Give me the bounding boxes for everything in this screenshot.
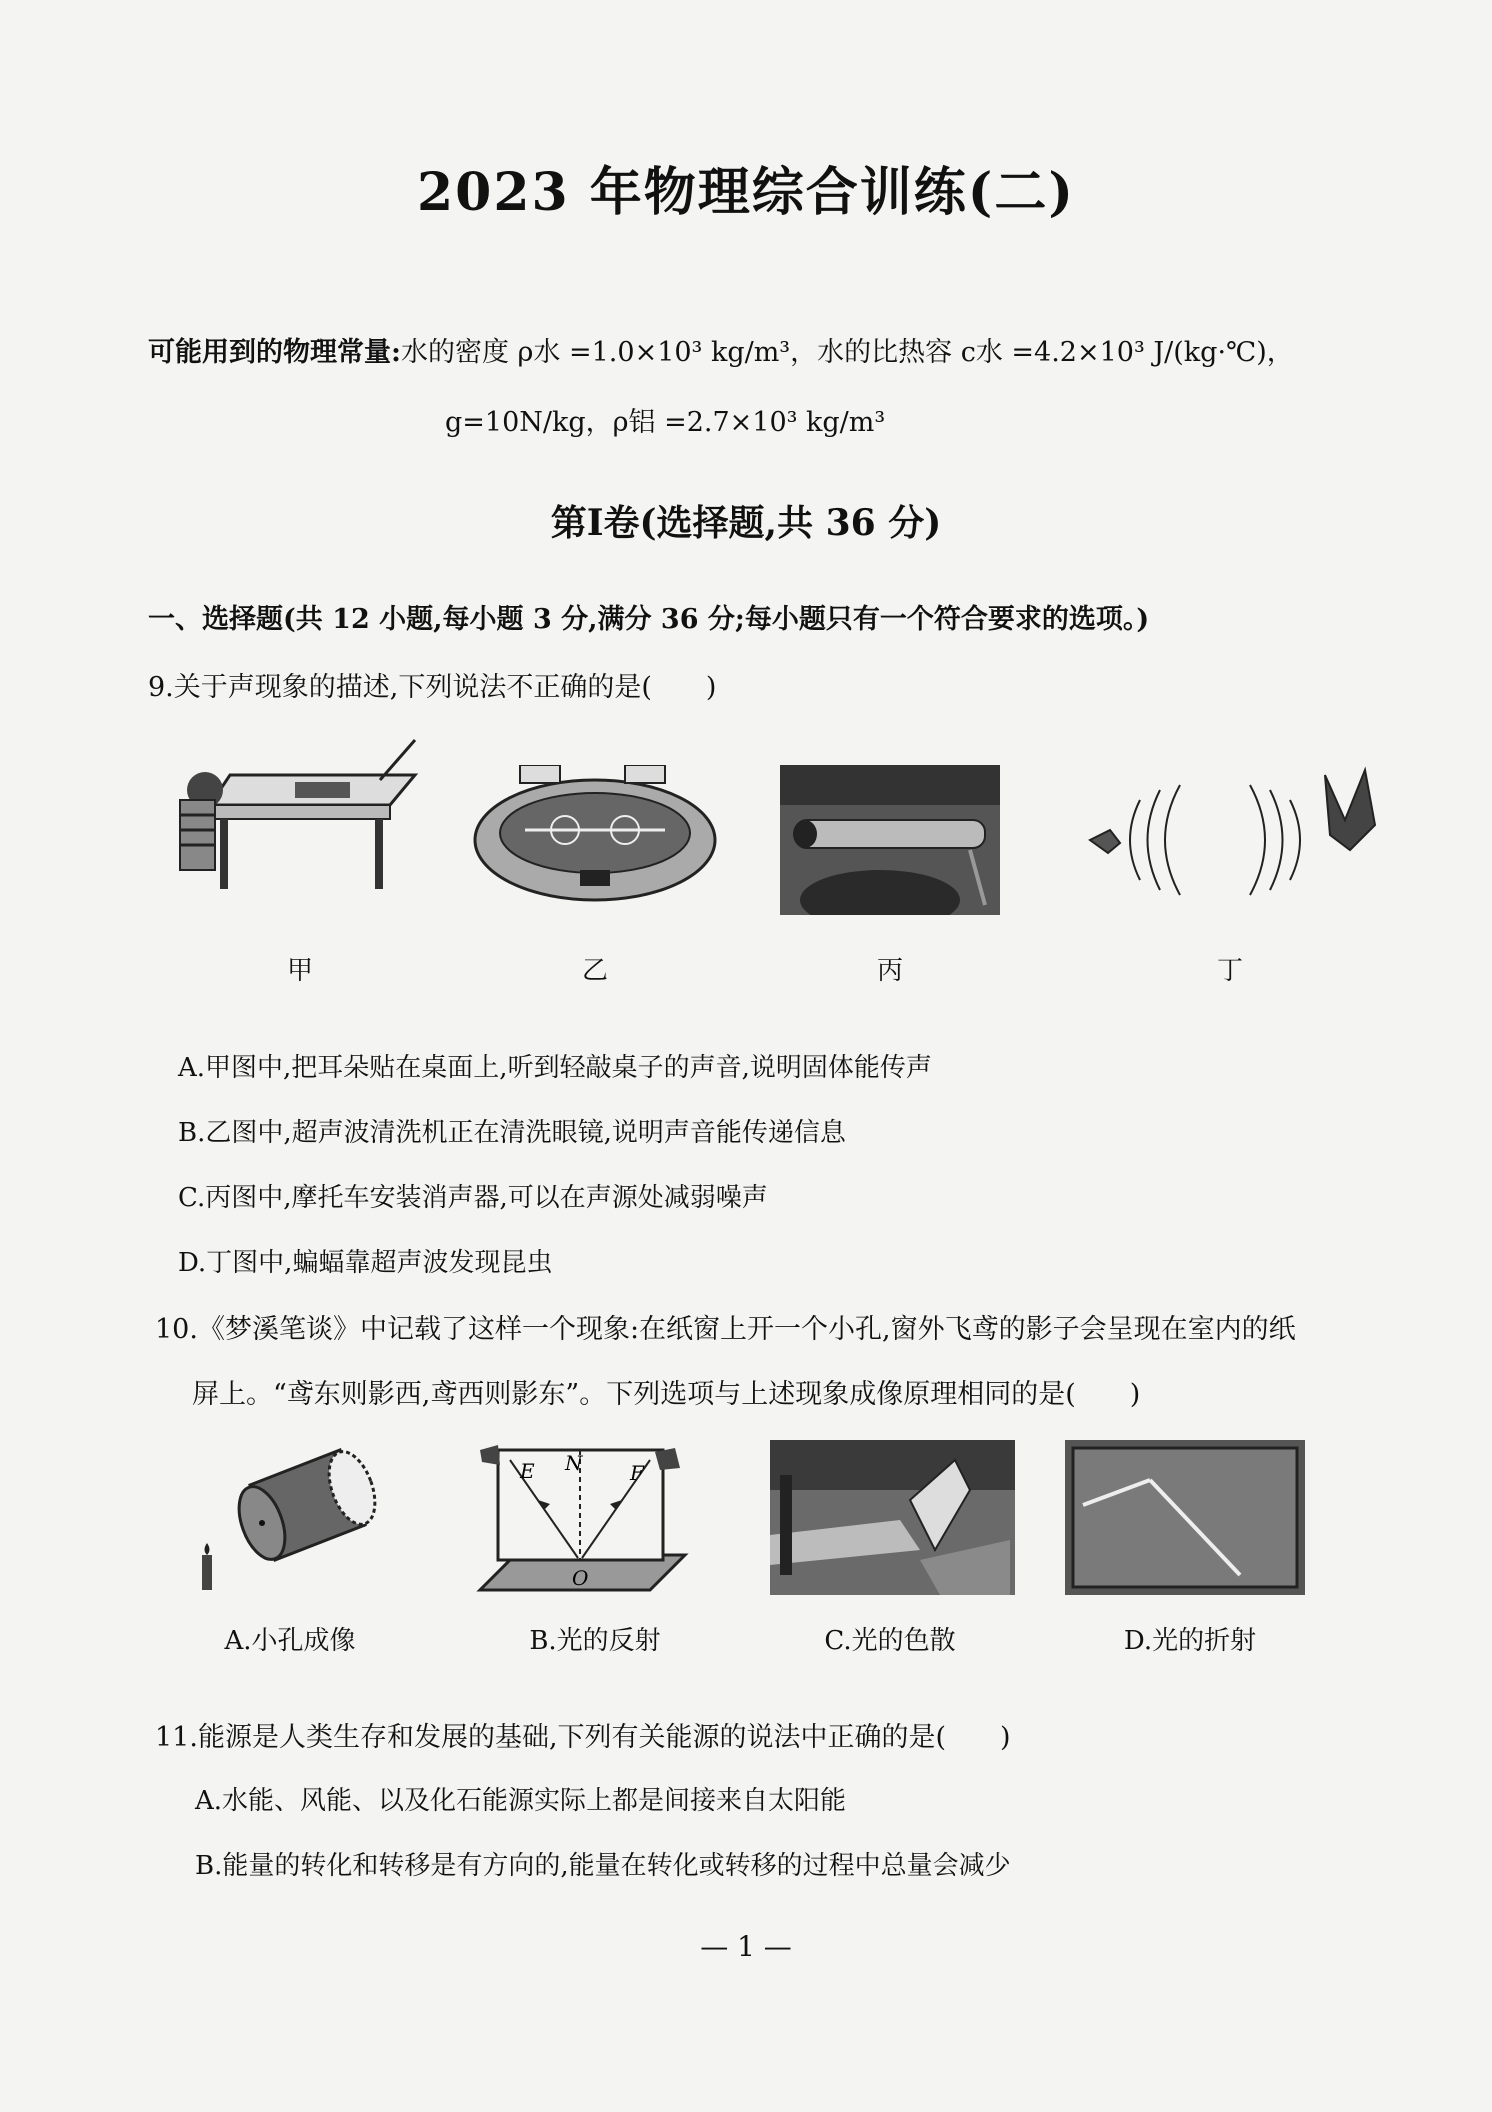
figure-ding-bat-echolocation [1080,765,1380,905]
caption-b: B.光的反射 [529,1626,661,1656]
figure-label-ding: 丁 [1216,956,1243,986]
constants-label: 可能用到的物理常量: [148,337,401,368]
figure-jia-desk-hearing [175,735,425,895]
page-title: 2023 年物理综合训练(二) [416,162,1076,223]
constants-values-1: 水的密度 ρ水 =1.0×10³ kg/m³，水的比热容 c水 =4.2×10³ J/(kg·℃)， [400,337,1294,368]
question-11-option-a: A.水能、风能、以及化石能源实际上都是间接来自太阳能 [195,1786,847,1816]
question-11-option-b: B.能量的转化和转移是有方向的,能量在转化或转移的过程中总量会减少 [195,1851,1011,1881]
constants-line-1 [148,330,1294,369]
figure-yi-ultrasonic-cleaner [470,765,720,905]
figure-b-light-reflection [470,1440,690,1600]
caption-c: C.光的色散 [824,1626,956,1656]
label-o: O [572,1566,589,1590]
question-11-stem: 11.能源是人类生存和发展的基础,下列有关能源的说法中正确的是( ) [155,1722,1011,1753]
figure-label-bing: 丙 [876,956,903,986]
label-n: N [565,1451,583,1475]
question-10-stem-line-1: 10.《梦溪笔谈》中记载了这样一个现象:在纸窗上开一个小孔,窗外飞鸢的影子会呈现在室内的纸 [155,1314,1296,1345]
label-e: E [520,1459,535,1483]
page-number: — 1 — [700,1930,792,1963]
figure-label-yi: 乙 [581,956,608,986]
question-9-option-b: B.乙图中,超声波清洗机正在清洗眼镜,说明声音能传递信息 [178,1118,846,1148]
label-f: F [630,1461,644,1485]
figure-a-pinhole-camera [190,1445,390,1595]
figure-d-light-refraction [1065,1440,1305,1595]
figure-c-light-dispersion [770,1440,1015,1595]
section-title: 第Ⅰ卷(选择题,共 36 分) [550,502,942,544]
figure-bing-motorcycle-muffler [780,765,1000,915]
constants-line-2: g=10N/kg，ρ铝 =2.7×10³ kg/m³ [445,407,886,438]
question-9-option-c: C.丙图中,摩托车安装消声器,可以在声源处减弱噪声 [178,1183,768,1213]
question-9-stem: 9.关于声现象的描述,下列说法不正确的是( ) [148,672,717,703]
figure-label-jia: 甲 [286,956,313,986]
question-9-option-a: A.甲图中,把耳朵贴在桌面上,听到轻敲桌子的声音,说明固体能传声 [178,1053,932,1083]
caption-a: A.小孔成像 [224,1626,356,1656]
section-instructions: 一、选择题(共 12 小题,每小题 3 分,满分 36 分;每小题只有一个符合要求的选项。) [148,604,1150,635]
question-10-stem-line-2: 屏上。“鸢东则影西,鸢西则影东”。下列选项与上述现象成像原理相同的是( ) [192,1379,1141,1410]
caption-d: D.光的折射 [1123,1626,1257,1656]
question-9-option-d: D.丁图中,蝙蝠靠超声波发现昆虫 [178,1248,553,1278]
